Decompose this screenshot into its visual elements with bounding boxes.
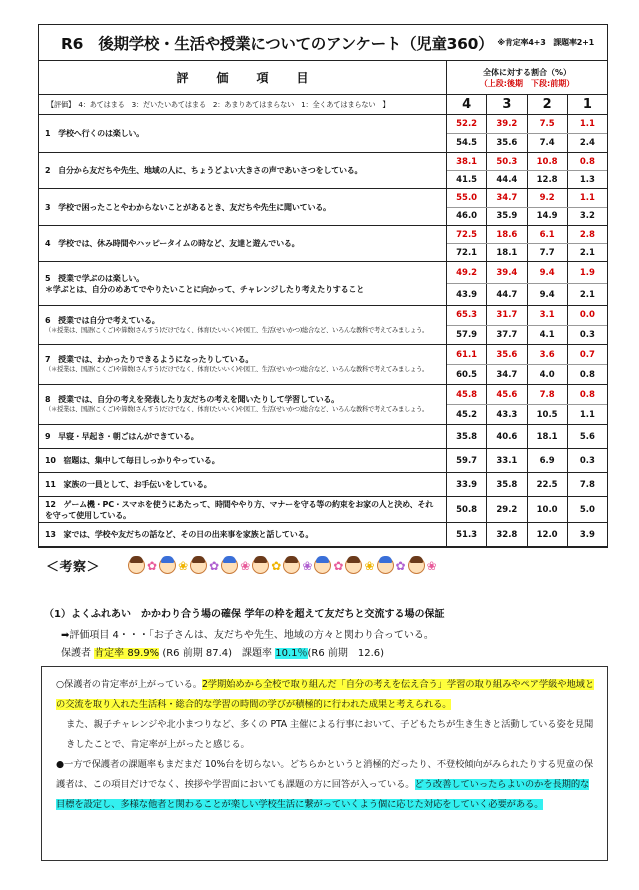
value-cell: 57.9	[447, 326, 487, 345]
item-question: 5 授業で学ぶのは楽しい。	[45, 273, 144, 283]
item-note: ＊学ぶとは、自分のめあてでやりたいことに向かって、チャレンジしたり考えたりすること	[45, 284, 364, 294]
table-row	[39, 226, 607, 262]
value-cell: 9.2	[528, 189, 568, 207]
value-cell: 0.3	[579, 455, 595, 466]
value-cell: 1.1	[579, 409, 595, 420]
column-header: 4	[447, 95, 487, 114]
table-row	[39, 497, 607, 523]
header-row	[39, 61, 607, 95]
item-values	[447, 115, 607, 152]
consideration-heading: ＜考察＞	[46, 560, 101, 575]
item-values	[447, 306, 607, 344]
table-row	[39, 115, 607, 153]
values-early	[447, 364, 607, 384]
value-cell: 32.8	[487, 523, 527, 546]
value-cell: 65.3	[447, 306, 487, 325]
flower-icon: ❀	[240, 558, 251, 573]
values-late	[447, 523, 607, 546]
child-face-icon	[283, 557, 300, 574]
rate-label: (R6 前期 87.4) 課題率	[159, 648, 276, 659]
table-row	[39, 449, 607, 473]
value-cell: 44.7	[487, 284, 527, 305]
flower-icon: ✿	[209, 558, 220, 573]
value-cell: 2.1	[579, 247, 595, 258]
values-early	[447, 207, 607, 226]
value-cell: 2.8	[579, 229, 595, 240]
item-label	[39, 189, 447, 225]
item-question: 8 授業では、自分の考えを発表したり友だちの考えを聞いたりして学習している。	[45, 395, 339, 405]
column-header: 1	[582, 97, 592, 112]
child-face-icon	[128, 557, 145, 574]
value-cell: 55.0	[447, 189, 487, 207]
value-cell: 10.5	[528, 405, 568, 424]
item-note: （＊授業は、国語(こくご)や算数(さんすう)だけでなく、体育(たいいく)や図工、生活(せいかつ)総合など、いろんな教科で考えてみましょう。	[45, 406, 428, 414]
item-values	[447, 449, 607, 472]
table-row	[39, 425, 607, 449]
value-cell: 0.8	[579, 156, 595, 167]
value-cell: 18.6	[487, 226, 527, 243]
item-values	[447, 497, 607, 522]
value-cell: 54.5	[447, 134, 487, 152]
value-cell: 38.1	[447, 153, 487, 170]
item-question: 1 学校へ行くのは楽しい。	[45, 129, 144, 138]
item-question: 13 家では、学校や友だちの話など、その日の出来事を家族と話している。	[45, 530, 314, 539]
table-row	[39, 153, 607, 189]
item-question: 3 学校で困ったことやわからないことがあるとき、友だちや先生に聞いている。	[45, 202, 331, 212]
item-note: （＊授業は、国語(こくご)や算数(さんすう)だけでなく、体育(たいいく)や図工、生活(せいかつ)総合など、いろんな教科で考えてみましょう。	[45, 326, 428, 334]
value-cell: 0.3	[579, 329, 595, 340]
value-cell: 5.6	[579, 431, 595, 442]
item-question: 4 学校では、休み時間やハッピータイムの時など、友達と遊んでいる。	[45, 239, 300, 248]
value-cell: 72.1	[447, 244, 487, 261]
item-values	[447, 345, 607, 384]
value-cell: 0.7	[579, 349, 595, 360]
child-face-icon	[252, 557, 269, 574]
text-run: ○保護者の肯定率が上がっている。	[56, 679, 202, 690]
value-cell: 41.5	[447, 171, 487, 188]
value-cell: 35.8	[487, 473, 527, 496]
value-cell: 34.7	[487, 189, 527, 207]
value-cell: 9.4	[528, 262, 568, 283]
item-note: （＊授業は、国語(こくご)や算数(さんすう)だけでなく、体育(たいいく)や図工、生活(せいかつ)総合など、いろんな教科で考えてみましょう。	[45, 366, 428, 374]
item-question: 7 授業では、わかったりできるようになったりしている。	[45, 355, 254, 365]
legend: 【評価】 4：あてはまる 3：だいたいあてはまる 2：あまりあてはまらない 1：全くあてはまらない 】	[39, 95, 447, 114]
child-face-icon	[377, 557, 394, 574]
value-cell: 7.8	[579, 479, 595, 490]
item-label	[39, 523, 447, 546]
issue-rate: 10.1％	[275, 648, 308, 659]
decoration-strip	[128, 557, 437, 574]
values-late	[447, 345, 607, 364]
value-cell: 18.1	[487, 244, 527, 261]
value-cell: 35.9	[487, 208, 527, 226]
title-note: ※肯定率4+3 課題率2+1	[497, 38, 594, 47]
value-cell: 4.1	[528, 326, 568, 345]
value-cell: 12.0	[528, 523, 568, 546]
item-label	[39, 226, 447, 261]
item-question: 2 自分から友だちや先生、地域の人に、ちょうどよい大きさの声であいさつをしている。	[45, 166, 363, 175]
child-face-icon	[345, 557, 362, 574]
values-late	[447, 425, 607, 448]
value-cell: 35.8	[447, 425, 487, 448]
table-row	[39, 306, 607, 345]
item-label	[39, 306, 447, 344]
item-label	[39, 385, 447, 424]
value-cell: 50.8	[447, 497, 487, 522]
header-char: 評	[176, 71, 189, 85]
values-early	[447, 243, 607, 261]
value-cell: 51.3	[447, 523, 487, 546]
value-cell: 2.1	[579, 289, 595, 300]
flower-icon: ✿	[271, 558, 282, 573]
value-cell: 35.6	[487, 345, 527, 364]
value-cell: 7.4	[528, 134, 568, 152]
flower-icon: ❀	[426, 558, 437, 573]
value-cell: 44.4	[487, 171, 527, 188]
values-late	[447, 115, 607, 133]
value-cell: 3.1	[528, 306, 568, 325]
values-early	[447, 170, 607, 188]
flower-icon: ✿	[147, 558, 158, 573]
paragraph	[56, 675, 597, 715]
value-cell: 35.6	[487, 134, 527, 152]
header-char: 目	[296, 71, 309, 85]
value-cell: 33.1	[487, 449, 527, 472]
item-question: 11 家族の一員として、お手伝いをしている。	[45, 480, 212, 489]
value-cell: 1.1	[579, 119, 595, 129]
child-face-icon	[159, 557, 176, 574]
value-cell: 45.8	[447, 385, 487, 404]
value-cell: 10.0	[528, 497, 568, 522]
item-values	[447, 189, 607, 225]
value-cell: 29.2	[487, 497, 527, 522]
paragraph	[56, 755, 597, 815]
value-cell: 1.3	[579, 174, 595, 185]
value-cell: 22.5	[528, 473, 568, 496]
value-cell: 14.9	[528, 208, 568, 226]
table-row	[39, 189, 607, 226]
highlighted-text: どう改善していったらよいのかを長期的な目標を設定し、多様な他者と関わることが楽しい学校生活に繋がっていくよう個に応じた対応をしていく必要がある。	[56, 779, 590, 810]
value-cell: 5.0	[579, 504, 595, 515]
value-cell: 9.4	[528, 284, 568, 305]
value-cell: 3.2	[579, 211, 595, 222]
header-ratio-note: （上段:後期 下段:前期）	[479, 78, 575, 88]
consideration-box	[41, 666, 608, 861]
table-row	[39, 473, 607, 497]
value-cell: 45.2	[447, 405, 487, 424]
flower-icon: ✿	[333, 558, 344, 573]
header-ratio-title: 全体に対する割合（%）	[482, 67, 571, 77]
value-cell: 52.2	[447, 115, 487, 133]
item-label	[39, 497, 447, 522]
value-cell: 2.4	[579, 138, 595, 148]
item-label	[39, 153, 447, 188]
values-late	[447, 449, 607, 472]
item-values	[447, 473, 607, 496]
section-rates	[61, 644, 384, 659]
column-headers	[447, 95, 607, 114]
values-late	[447, 306, 607, 325]
flower-icon: ✿	[395, 558, 406, 573]
value-cell: 45.6	[487, 385, 527, 404]
item-question: 9 早寝・早起き・朝ごはんができている。	[45, 432, 199, 441]
values-late	[447, 262, 607, 283]
value-cell: 0.8	[579, 389, 595, 400]
value-cell: 43.3	[487, 405, 527, 424]
item-question: 6 授業では自分で考えている。	[45, 315, 160, 325]
title-row	[39, 25, 607, 61]
item-question: 10 宿題は、集中して毎日しっかりやっている。	[45, 456, 220, 465]
values-late	[447, 473, 607, 496]
item-label	[39, 425, 447, 448]
item-values	[447, 523, 607, 546]
value-cell: 0.0	[579, 310, 595, 321]
value-cell: 10.8	[528, 153, 568, 170]
value-cell: 1.9	[579, 267, 595, 278]
value-cell: 46.0	[447, 208, 487, 226]
child-face-icon	[408, 557, 425, 574]
value-cell: 1.1	[579, 192, 595, 203]
header-ratio	[447, 61, 607, 94]
value-cell: 6.9	[528, 449, 568, 472]
value-cell: 7.7	[528, 244, 568, 261]
item-label	[39, 449, 447, 472]
item-values	[447, 425, 607, 448]
positive-rate: 肯定率 89.9%	[94, 648, 160, 659]
values-late	[447, 153, 607, 170]
value-cell: 59.7	[447, 449, 487, 472]
value-cell: 39.2	[487, 115, 527, 133]
value-cell: 7.5	[528, 115, 568, 133]
paragraph: また、親子チャレンジや北小まつりなど、多くの PTA 主催による行事において、子どもたちが生き生きと活動している姿を見聞きしたことで、肯定率が上がったと感じる。	[66, 719, 594, 750]
values-early	[447, 283, 607, 305]
header-char: 項	[256, 71, 269, 85]
value-cell: 43.9	[447, 284, 487, 305]
flower-icon: ❀	[178, 558, 189, 573]
value-cell: 31.7	[487, 306, 527, 325]
value-cell: 34.7	[487, 365, 527, 384]
values-early	[447, 404, 607, 424]
value-cell: 40.6	[487, 425, 527, 448]
table-row	[39, 262, 607, 306]
rate-label: 保護者	[61, 648, 95, 659]
section-item-ref: ➡評価項目 4・・・「お子さんは、友だちや先生、地域の方々と関わり合っている。	[61, 630, 434, 641]
value-cell: 33.9	[447, 473, 487, 496]
table-row	[39, 345, 607, 385]
value-cell: 50.3	[487, 153, 527, 170]
item-label	[39, 473, 447, 496]
values-late	[447, 189, 607, 207]
child-face-icon	[190, 557, 207, 574]
page-title: R6 後期学校・生活や授業についてのアンケート（児童360）	[61, 34, 494, 53]
value-cell: 0.8	[579, 369, 595, 380]
item-label	[39, 115, 447, 152]
value-cell: 3.9	[579, 529, 595, 540]
child-face-icon	[221, 557, 238, 574]
item-values	[447, 385, 607, 424]
value-cell: 37.7	[487, 326, 527, 345]
highlighted-text: 2学期始めから全校で取り組んだ「自分の考えを伝え合う」学習の取り組みやペア学級や地域との交流を取り入れた生活科・総合的な学習の時間の学びが積極的に行われた成果と考えられる。	[56, 679, 595, 710]
value-cell: 49.2	[447, 262, 487, 283]
item-question: 12 ゲーム機・PC・スマホを使うにあたって、時間ややり方、マナーを守る等の約束をお家の人と決め、それを守って使用している。	[45, 499, 434, 520]
values-early	[447, 133, 607, 152]
values-late	[447, 385, 607, 404]
column-header: 2	[528, 95, 568, 114]
survey-table	[38, 24, 608, 548]
item-label	[39, 345, 447, 384]
value-cell: 61.1	[447, 345, 487, 364]
header-char: 価	[216, 71, 229, 85]
legend-row	[39, 95, 607, 115]
value-cell: 39.4	[487, 262, 527, 283]
value-cell: 12.8	[528, 171, 568, 188]
table-row	[39, 385, 607, 425]
item-values	[447, 153, 607, 188]
rate-previous: (R6 前期 12.6)	[307, 648, 385, 659]
value-cell: 6.1	[528, 226, 568, 243]
column-header: 3	[487, 95, 527, 114]
value-cell: 60.5	[447, 365, 487, 384]
flower-icon: ❀	[364, 558, 375, 573]
item-label	[39, 262, 447, 305]
item-values	[447, 262, 607, 305]
items-body	[39, 115, 607, 547]
value-cell: 3.6	[528, 345, 568, 364]
value-cell: 72.5	[447, 226, 487, 243]
text-run: ●一方で保護者の課題率もまだまだ 10%台を切らない。どちらかというと消極的だったり、不登校傾向がみられたりする児童の保護者は、この項目だけでなく、挨拶や学習面においても課題の方に回答が入っている。	[56, 759, 594, 790]
value-cell: 18.1	[528, 425, 568, 448]
values-late	[447, 226, 607, 243]
values-early	[447, 325, 607, 345]
value-cell: 7.8	[528, 385, 568, 404]
values-late	[447, 497, 607, 522]
section-heading: （1）よくふれあい かかわり合う場の確保 学年の枠を超えて友だちと交流する場の保証	[44, 609, 445, 620]
table-row	[39, 523, 607, 547]
flower-icon: ❀	[302, 558, 313, 573]
item-values	[447, 226, 607, 261]
child-face-icon	[314, 557, 331, 574]
value-cell: 4.0	[528, 365, 568, 384]
header-evaluation-items	[39, 61, 447, 94]
